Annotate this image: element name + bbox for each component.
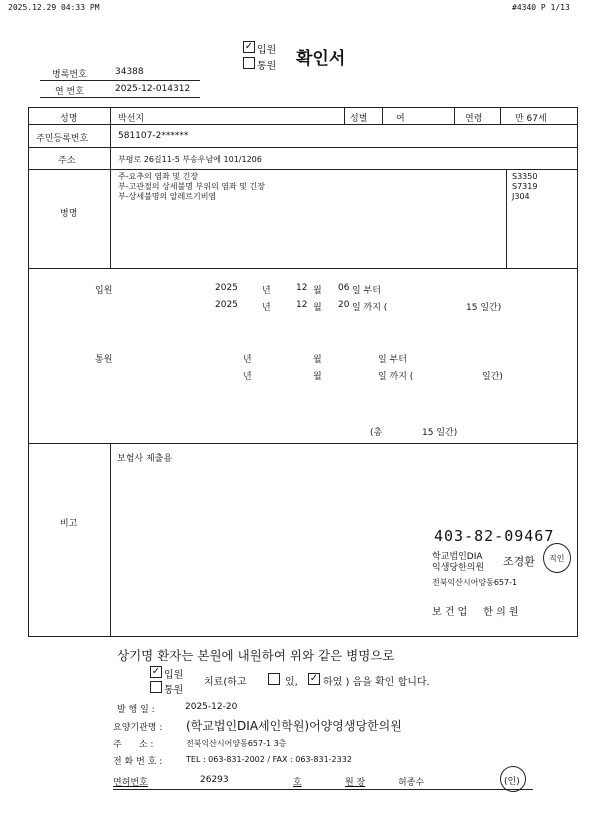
total-days: 15 일간) xyxy=(422,428,458,438)
admission-to-day: 20 xyxy=(338,300,350,310)
statement-opt2: 하였 ) 음을 확인 합니다. xyxy=(323,677,430,688)
outpatient-to-year-unit: 년 xyxy=(243,372,252,382)
stamp-footer: 보 건 업 한 의 원 xyxy=(432,607,519,618)
director-name: 허종수 xyxy=(398,778,425,788)
statement-opt1: 있, xyxy=(285,677,298,688)
statement-completed-checkbox[interactable]: ✓ xyxy=(309,673,319,684)
serial-value: 2025-12-014312 xyxy=(115,84,191,94)
address-value: 부평로 26길11-5 부송우남에 101/1206 xyxy=(118,155,262,164)
statement-treat: 치료(하고 xyxy=(204,677,247,688)
name-value: 박선지 xyxy=(118,114,145,124)
type-inpatient-label: 입원 xyxy=(257,45,277,56)
outpatient-type-checkbox[interactable] xyxy=(243,57,255,69)
type-outpatient-label: 통원 xyxy=(257,61,277,72)
admission-days: 15 일간) xyxy=(466,303,502,313)
admission-to-month-unit: 월 xyxy=(313,303,322,313)
institution-name: (학교법인DIA세인학원)어양영생당한의원 xyxy=(186,719,402,733)
admission-from-day: 06 xyxy=(338,283,350,293)
fax-timestamp: 2025.12.29 04:33 PM xyxy=(8,3,100,12)
license-number: 26293 xyxy=(200,775,229,785)
official-seal xyxy=(543,543,571,573)
ward-no-label: 병록번호 xyxy=(52,70,87,80)
stamp-line1: 학교법인DIA xyxy=(432,552,483,562)
outpatient-from-month-unit: 월 xyxy=(313,355,322,365)
admission-to-year: 2025 xyxy=(215,300,238,310)
age-label: 연령 xyxy=(465,114,483,124)
issue-date: 2025-12-20 xyxy=(185,702,238,712)
age-value: 만 67세 xyxy=(515,114,547,124)
director-seal xyxy=(500,766,526,792)
statement-outpatient-checkbox[interactable] xyxy=(150,681,162,693)
remarks-label: 비고 xyxy=(60,519,78,529)
diagnosis-item: 부-고관절의 상세불명 부위의 염좌 및 긴장 xyxy=(118,182,265,191)
admission-to-month: 12 xyxy=(296,300,308,310)
diagnosis-list xyxy=(118,172,265,202)
statement-line1: 상기명 환자는 본원에 내원하여 위와 같은 병명으로 xyxy=(117,648,395,663)
sex-label: 성별 xyxy=(350,114,368,124)
rrn-value: 581107-2****** xyxy=(118,131,189,141)
diagnosis-item: 부-상세불명의 알레르기비염 xyxy=(118,192,217,201)
statement-inpatient-label: 입원 xyxy=(164,670,184,681)
admission-to-suffix: 일 까지 ( xyxy=(352,303,388,313)
inpatient-type-checkbox[interactable]: ✓ xyxy=(244,41,254,52)
outpatient-from-year-unit: 년 xyxy=(243,355,252,365)
stamp-address: 전북익산시어양동657-1 xyxy=(432,578,518,587)
phone-value: TEL : 063-831-2002 / FAX : 063-831-2332 xyxy=(186,755,352,764)
license-label: 면허번호 xyxy=(113,778,148,788)
total-open: (총 xyxy=(370,428,383,438)
serial-label: 연 번호 xyxy=(55,87,84,97)
admission-from-month-unit: 월 xyxy=(313,286,322,296)
diagnosis-label: 병명 xyxy=(60,209,78,219)
diagnosis-codes xyxy=(512,172,537,202)
outpatient-to-month-unit: 월 xyxy=(313,372,322,382)
director-label: 원 장 xyxy=(345,778,366,788)
outpatient-label: 통원 xyxy=(95,355,113,365)
stamp-name: 조경환 xyxy=(503,555,535,568)
fax-page-info: #4340 P 1/13 xyxy=(512,3,570,12)
document-title: 확인서 xyxy=(296,49,346,69)
admission-from-year-unit: 년 xyxy=(262,286,271,296)
rrn-label: 주민등록번호 xyxy=(36,134,89,144)
admission-to-year-unit: 년 xyxy=(262,303,271,313)
statement-ongoing-checkbox[interactable] xyxy=(268,673,280,685)
admission-from-suffix: 일 부터 xyxy=(352,286,381,296)
business-number: 403-82-09467 xyxy=(434,527,555,545)
remarks-text: 보험사 제출용 xyxy=(117,454,173,464)
diagnosis-code: J304 xyxy=(512,192,530,201)
diagnosis-code: S7319 xyxy=(512,182,538,191)
admission-from-year: 2025 xyxy=(215,283,238,293)
outpatient-days: 일간) xyxy=(482,372,503,382)
director-seal-text: (인) xyxy=(504,777,520,787)
outpatient-to-suffix: 일 까지 ( xyxy=(378,372,414,382)
license-ho: 호 xyxy=(293,778,302,788)
ward-no-value: 34388 xyxy=(115,67,144,77)
issue-date-label: 발 행 일 : xyxy=(117,705,155,715)
issuer-address: 전북익산시어양동657-1 3층 xyxy=(186,739,287,748)
diagnosis-item: 주-요추의 염좌 및 긴장 xyxy=(118,172,199,181)
institution-label: 요양기관명 : xyxy=(113,723,163,733)
sex-value: 여 xyxy=(396,114,405,124)
admission-label: 입원 xyxy=(95,286,113,296)
diagnosis-code: S3350 xyxy=(512,172,538,181)
phone-label: 전 화 번 호 : xyxy=(113,757,163,767)
outpatient-from-suffix: 일 부터 xyxy=(378,355,407,365)
issuer-address-label: 주 소 : xyxy=(113,740,154,750)
statement-inpatient-checkbox[interactable]: ✓ xyxy=(151,666,161,677)
address-label: 주소 xyxy=(58,156,76,166)
name-label: 성명 xyxy=(60,114,78,124)
stamp-line2: 익생당한의원 xyxy=(432,563,485,573)
statement-outpatient-label: 통원 xyxy=(164,685,184,696)
admission-from-month: 12 xyxy=(296,283,308,293)
official-seal-text: 직인 xyxy=(549,554,565,563)
